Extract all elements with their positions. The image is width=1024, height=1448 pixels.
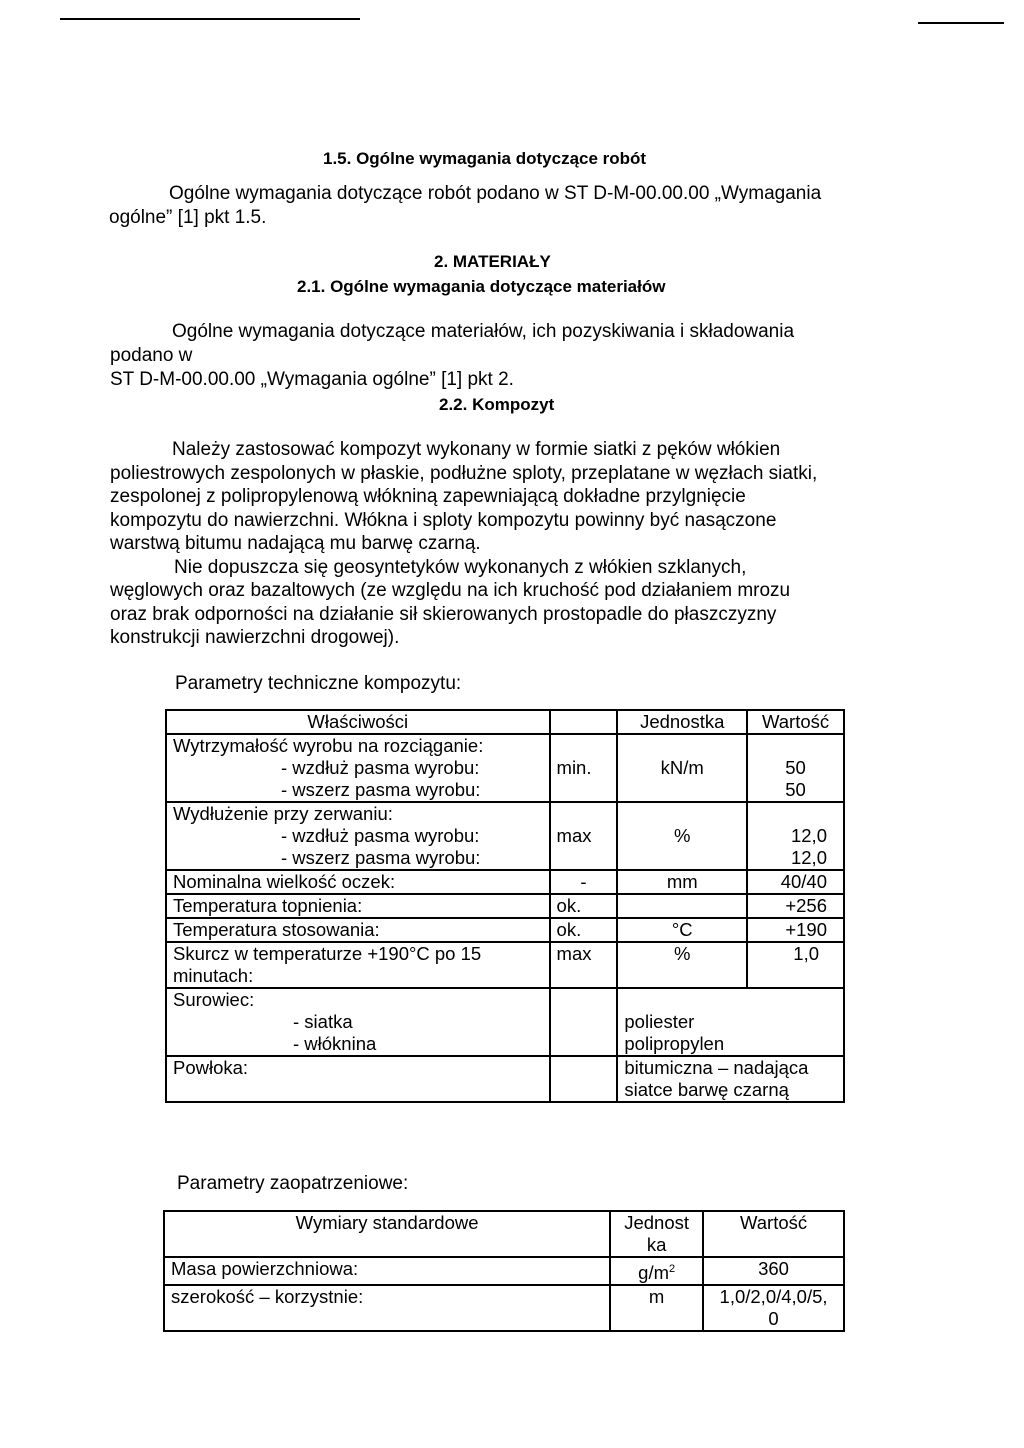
table-row [164,1285,844,1331]
property-sublabel: - włóknina [293,1033,377,1054]
property-label: Wydłużenie przy zerwaniu: [173,803,393,824]
unit-cell: % [617,802,747,870]
section-2-1-text-line: podano w [110,345,193,366]
paragraph-line: oraz brak odporności na działanie sił skierowanych prostopadle do płaszczyzny [110,603,777,625]
paragraph-line: Nie dopuszcza się geosyntetyków wykonanych z włókien szklanych, [174,556,747,578]
table-row [166,802,844,870]
property-cell: Nominalna wielkość oczek: [166,870,550,894]
unit-cell: °C [617,918,747,942]
header-cell [550,710,618,734]
table-header-row [164,1211,844,1257]
table-row [166,988,844,1056]
qualifier-cell: - [550,870,618,894]
property-cell [166,802,550,870]
table-row [166,1056,844,1102]
table-row [166,894,844,918]
qualifier-cell: max [550,802,618,870]
supply-table-caption: Parametry zaopatrzeniowe: [177,1173,409,1194]
qualifier-cell: min. [550,734,618,802]
section-1-5-text-line: Ogólne wymagania dotyczące robót podano w ST D-M-00.00.00 „Wymagania [169,183,822,204]
value-cell: +256 [747,894,844,918]
property-label: Wytrzymałość wyrobu na rozciąganie: [173,735,484,756]
header-cell: Właściwości [166,710,550,734]
property-cell: Temperatura topnienia: [166,894,550,918]
value-along: 12,0 [790,825,827,846]
material-value: polipropylen [624,1033,725,1054]
property-cell [166,942,550,988]
header-unit-line: Jednost [624,1212,690,1233]
tech-params-table [165,709,845,1103]
paragraph-line: warstwą bitumu nadającą mu barwę czarną. [110,533,481,554]
property-label: minutach: [173,965,254,986]
header-cell: Wartość [703,1211,844,1257]
paragraph-line: kompozytu do nawierzchni. Włókna i sploty kompozytu powinny być nasączone [110,509,777,531]
paragraph-line: węglowych oraz bazaltowych (ze względu na ich kruchość pod działaniem mrozu [110,580,791,601]
value-across: 12,0 [790,847,827,868]
qualifier-cell: ok. [550,918,618,942]
header-cell: Wymiary standardowe [164,1211,610,1257]
value-cell [747,802,844,870]
section-2-1-text-line: Ogólne wymagania dotyczące materiałów, ich pozyskiwania i składowania [172,321,795,342]
property-sublabel: - wzdłuż pasma wyrobu: [281,825,480,846]
qualifier-cell: max [550,942,618,988]
material-value: poliester [624,1011,695,1032]
property-sublabel: - wszerz pasma wyrobu: [281,779,481,800]
unit-base: g/m [638,1262,669,1284]
section-1-5-text-line: ogólne” [1] pkt 1.5. [109,207,267,228]
qualifier-cell [550,1056,618,1102]
table-row [166,918,844,942]
paragraph-line: konstrukcji nawierzchni drogowej). [110,627,400,648]
value-cell: 360 [703,1257,844,1285]
unit-cell [610,1257,703,1285]
width-value: 1,0/2,0/4,0/5, [719,1286,828,1308]
property-cell: Powłoka: [166,1056,550,1102]
unit-cell: % [617,942,747,988]
section-2-1-heading: 2.1. Ogólne wymagania dotyczące materiałów [297,277,666,296]
section-2-2-heading: 2.2. Kompozyt [439,395,555,414]
property-cell: Temperatura stosowania: [166,918,550,942]
header-cell [610,1211,703,1257]
header-unit-line: ka [646,1234,667,1255]
qualifier-cell: ok. [550,894,618,918]
paragraph-line: zespolonej z polipropylenową włókniną zapewniającą dokładne przylgnięcie [110,486,746,507]
property-sublabel: - siatka [293,1011,353,1032]
value-cell: 1,0 [747,942,844,988]
header-cell: Jednostka [617,710,747,734]
header-cell: Wartość [747,710,844,734]
unit-cell: kN/m [617,734,747,802]
value-cell [747,734,844,802]
table-row [166,870,844,894]
value-along: 50 [785,757,806,778]
property-sublabel: - wzdłuż pasma wyrobu: [281,757,480,778]
table-row [164,1257,844,1285]
table-row [166,942,844,988]
value-across: 50 [785,779,806,800]
property-cell [166,988,550,1056]
paragraph-line: poliestrowych zespolonych w płaskie, podłużne sploty, przeplatane w węzłach siatki, [110,462,818,484]
unit-cell [617,894,747,918]
property-label: Surowiec: [173,989,255,1010]
value-cell [703,1285,844,1331]
value-cell [617,1056,844,1102]
section-2-1-text-line: ST D-M-00.00.00 „Wymagania ogólne” [1] pkt 2. [110,369,514,390]
tech-table-caption: Parametry techniczne kompozytu: [175,673,462,694]
property-sublabel: - wszerz pasma wyrobu: [281,847,481,868]
value-cell [617,988,844,1056]
supply-params-table [163,1210,845,1332]
property-cell: Masa powierzchniowa: [164,1257,610,1285]
section-1-5-heading: 1.5. Ogólne wymagania dotyczące robót [323,149,647,168]
width-value: 0 [768,1308,779,1330]
paragraph-line: Należy zastosować kompozyt wykonany w formie siatki z pęków włókien [172,439,781,460]
section-2-heading: 2. MATERIAŁY [434,252,551,271]
qualifier-cell [550,988,618,1056]
coating-value: bitumiczna – nadająca [624,1057,809,1078]
unit-superscript: 2 [669,1263,676,1275]
table-row [166,734,844,802]
property-cell [166,734,550,802]
table-header-row [166,710,844,734]
property-cell: szerokość – korzystnie: [164,1285,610,1331]
property-label: Skurcz w temperaturze +190°C po 15 [173,943,482,964]
coating-value: siatce barwę czarną [624,1079,789,1100]
unit-cell: m [610,1285,703,1331]
unit-cell: mm [617,870,747,894]
composite-paragraph [110,438,817,650]
value-cell: +190 [747,918,844,942]
value-cell: 40/40 [747,870,844,894]
